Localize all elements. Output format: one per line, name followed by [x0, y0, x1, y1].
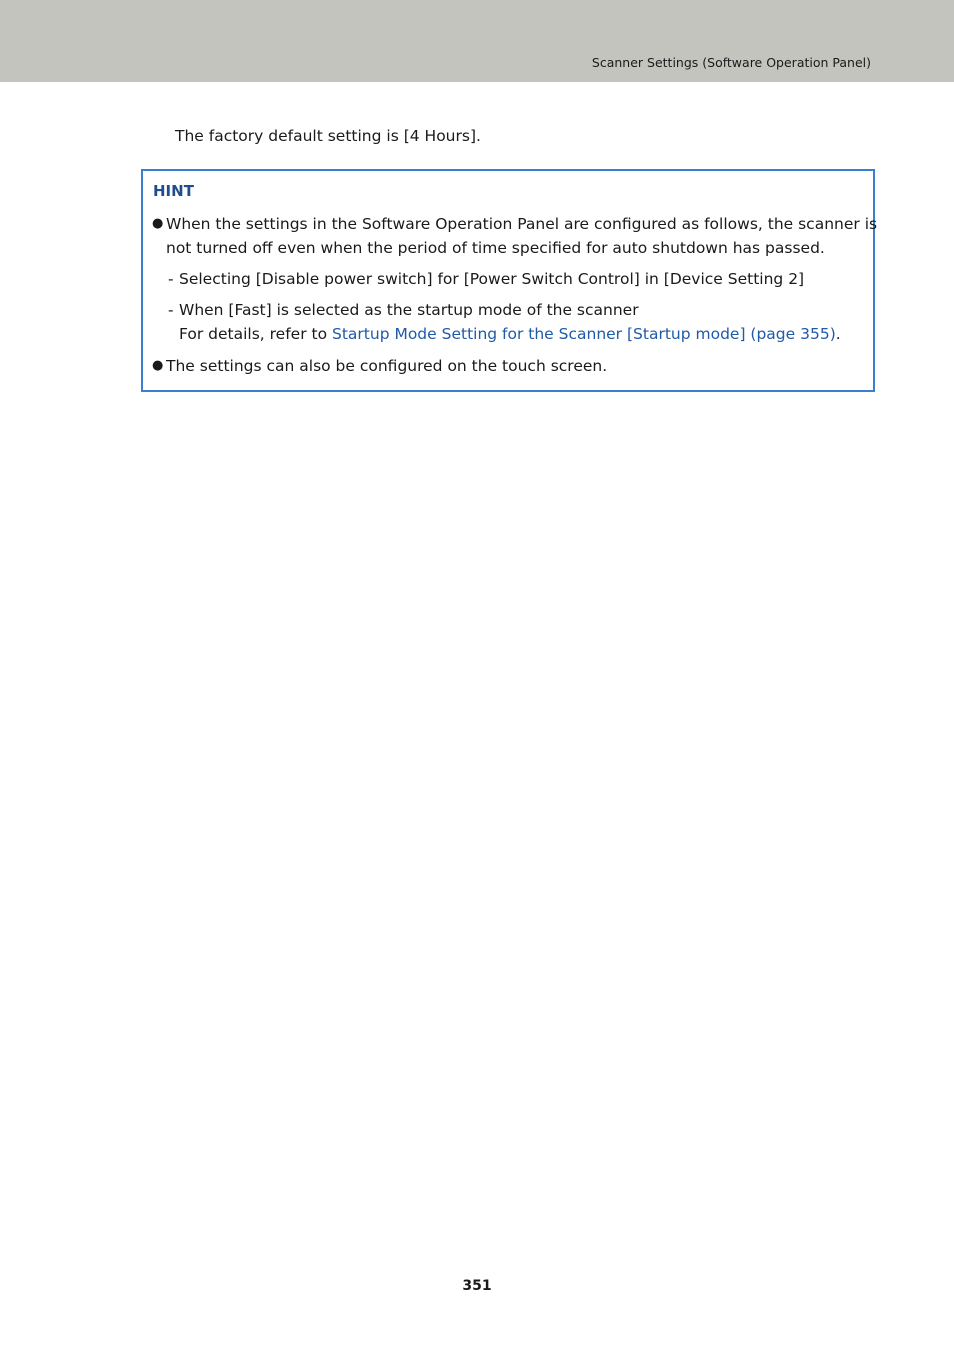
header-bar: [0, 0, 954, 82]
dash-icon: -: [168, 301, 174, 319]
startup-mode-link[interactable]: Startup Mode Setting for the Scanner [Startup mode] (page 355): [332, 325, 836, 343]
hint-box: [141, 169, 878, 392]
bullet-icon: ●: [152, 358, 164, 373]
hint-sub2-prefix: For details, refer to: [179, 325, 332, 343]
hint-title: HINT: [153, 182, 194, 200]
hint-item1-line2: not turned off even when the period of time specified for auto shutdown has passed.: [166, 239, 825, 257]
dash-icon: -: [168, 270, 174, 288]
header-title: Scanner Settings (Software Operation Panel): [591, 55, 871, 70]
hint-sub2-line1: When [Fast] is selected as the startup mode of the scanner: [179, 301, 639, 319]
hint-item2: The settings can also be configured on the touch screen.: [166, 357, 608, 375]
bullet-icon: ●: [152, 216, 164, 231]
hint-sub2-suffix: .: [835, 325, 841, 343]
hint-item1-line1: When the settings in the Software Operation Panel are configured as follows, the scanner is: [166, 215, 878, 233]
hint-sub1: Selecting [Disable power switch] for [Power Switch Control] in [Device Setting 2]: [179, 270, 805, 288]
page-number: 351: [462, 1278, 492, 1294]
hint-sub2-line2: [179, 324, 841, 344]
intro-text: The factory default setting is [4 Hours].: [175, 127, 481, 145]
